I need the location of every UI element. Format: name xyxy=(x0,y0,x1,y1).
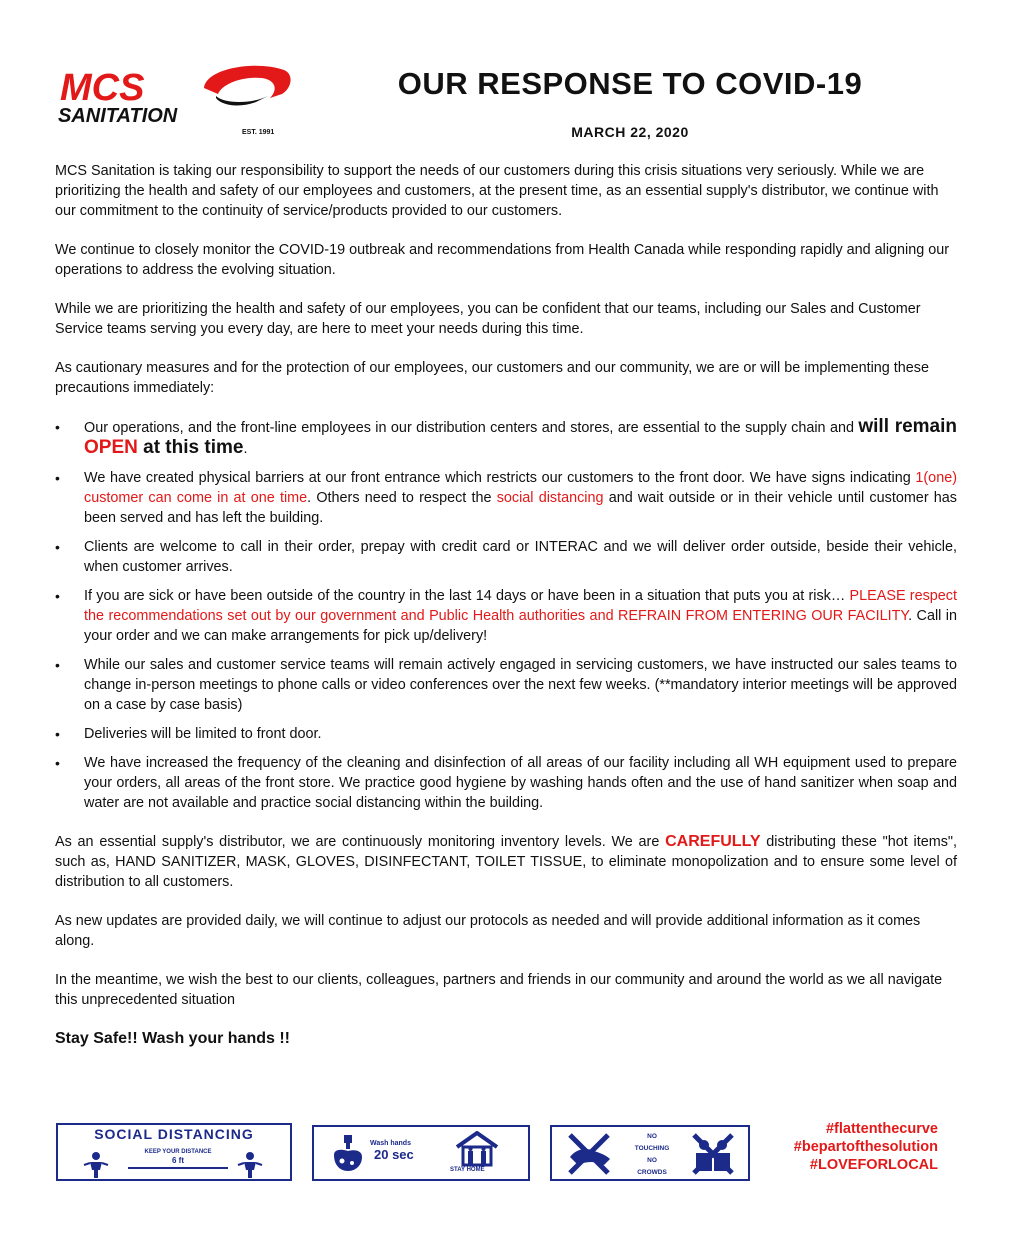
precautions-list xyxy=(55,417,957,813)
bullet-text: . Others need to respect the xyxy=(307,490,497,506)
crowds-label: CROWDS xyxy=(637,1169,667,1176)
paragraph: While we are prioritizing the health and safety of our employees, you can be confident that our teams, including our Sales and Customer Service teams serving you every day, are here to meet your needs during this time. xyxy=(55,301,921,337)
no-handshake-icon xyxy=(564,1131,614,1177)
touching-label: TOUCHING xyxy=(634,1145,670,1152)
page-title: OUR RESPONSE TO COVID-19 xyxy=(397,66,863,101)
paragraph-text: distributing these "hot items", such as, HAND SANITIZER, MASK, GLOVES, DISINFECTANT, TOILET TISSUE, to eliminate monopolization and to ensure some level of distribution to all customers. xyxy=(55,834,957,890)
paragraph-text: As an essential supply's distributor, we are continuously monitoring inventory levels. We are xyxy=(55,834,666,850)
bullet-text: . Call in your order and we can make arrangements for pick up/delivery! xyxy=(84,608,957,644)
paragraph: In the meantime, we wish the best to our clients, colleagues, partners and friends in our community and around the world as we all navigate this unprecedented situation xyxy=(55,972,943,1008)
paragraph: As new updates are provided daily, we will continue to adjust our protocols as needed and will provide additional information as it comes along. xyxy=(55,913,921,949)
list-item xyxy=(55,586,957,646)
list-item: • Clients are welcome to call in their order, prepay with credit card or INTERAC and we will deliver order outside, beside their vehicle, when customer arrives. xyxy=(55,537,957,577)
red-highlight: social distancing xyxy=(496,490,604,506)
no-touching-text xyxy=(618,1131,686,1179)
social-distancing-panel xyxy=(56,1123,292,1181)
stay-home-icon xyxy=(454,1131,500,1167)
hashtag: #LOVEFORLOCAL xyxy=(809,1157,938,1173)
distance-arrow xyxy=(128,1167,228,1169)
stay-home-label: STAY HOME xyxy=(450,1167,485,1173)
mcs-sanitation-logo xyxy=(56,58,296,138)
bullet-text: Our operations, and the front-line employees in our distribution centers and stores, are essential to the supply chain and xyxy=(84,420,859,436)
list-item: • We have increased the frequency of the cleaning and disinfection of all areas of our facility including all WH equipment used to prepare your orders, all areas of the front store. We practice good hygiene by washing hands often and the use of hand sanitizer when soap and water are not available and practice social distancing within the building. xyxy=(55,753,957,813)
red-highlight: PLEASE respect the recommendations set out by our government and Public Health authorities and REFRAIN FROM ENTERING OUR FACILITY xyxy=(84,588,957,624)
list-item: • Deliveries will be limited to front door. xyxy=(55,724,957,744)
list-item: • While our sales and customer service teams will remain actively engaged in servicing customers, we have instructed our sales teams to change in-person meetings to phone calls or video conferences over the next few weeks. (**mandatory interior meetings will be approved on a case by case basis) xyxy=(55,655,957,715)
bullet-text: We have created physical barriers at our front entrance which restricts our customers to the front door. We have signs indicating xyxy=(84,470,916,486)
paragraph xyxy=(55,832,957,892)
hashtags xyxy=(760,1120,938,1174)
bullet-text: and wait outside or in their vehicle until customer has been served and has left the building. xyxy=(84,490,958,526)
no-touching-panel xyxy=(550,1125,750,1181)
person-icon xyxy=(236,1151,264,1179)
hashtag: #bepartofthesolution xyxy=(793,1139,938,1155)
list-item xyxy=(55,468,957,528)
no-label: NO xyxy=(647,1133,657,1140)
list-item xyxy=(55,417,957,459)
document-date: MARCH 22, 2020 xyxy=(571,124,689,140)
no-crowds-icon xyxy=(688,1131,738,1177)
paragraph: We continue to closely monitor the COVID-19 outbreak and recommendations from Health Canada while responding rapidly and aligning our operations to address the evolving situation. xyxy=(55,242,950,278)
svg-text:MCS: MCS xyxy=(60,67,145,109)
paragraph: As cautionary measures and for the protection of our employees, our customers and our community, we are or will be implementing these precautions immediately: xyxy=(55,360,929,396)
document-body xyxy=(55,161,957,1049)
wash-time-label: 20 sec xyxy=(374,1147,414,1162)
social-distancing-title: SOCIAL DISTANCING xyxy=(94,1126,254,1142)
svg-text:SANITATION: SANITATION xyxy=(58,105,178,127)
wash-hands-label: Wash hands xyxy=(370,1140,411,1147)
hand-washing-icon xyxy=(328,1133,368,1175)
wash-hands-panel xyxy=(312,1125,530,1181)
keep-distance-text: KEEP YOUR DISTANCE xyxy=(144,1149,212,1155)
bullet-text: . xyxy=(243,441,248,457)
red-highlight: CAREFULLY xyxy=(665,833,761,850)
bullet-emphasis: at this time xyxy=(137,437,244,458)
paragraph: MCS Sanitation is taking our responsibility to support the needs of our customers during this crisis situations very seriously. While we are prioritizing the health and safety of our employees and customers, at the present time, as an essential supply's distributor, we continue with our commitment to the continuity of service/products provided to our customers. xyxy=(55,163,939,219)
distance-text: 6 ft xyxy=(172,1156,184,1165)
open-highlight: OPEN xyxy=(84,437,138,458)
hashtag: #flattenthecurve xyxy=(825,1121,938,1137)
bullet-text: If you are sick or have been outside of the country in the last 14 days or have been in a situation that puts you at risk… xyxy=(84,588,850,604)
stay-safe-tagline: Stay Safe!! Wash your hands !! xyxy=(55,1030,290,1047)
person-icon xyxy=(82,1151,110,1179)
bullet-emphasis: will remain xyxy=(858,416,957,437)
svg-text:EST. 1991: EST. 1991 xyxy=(242,129,275,136)
no-label: NO xyxy=(647,1157,657,1164)
red-highlight: 1(one) customer can come in at one time xyxy=(84,470,957,506)
